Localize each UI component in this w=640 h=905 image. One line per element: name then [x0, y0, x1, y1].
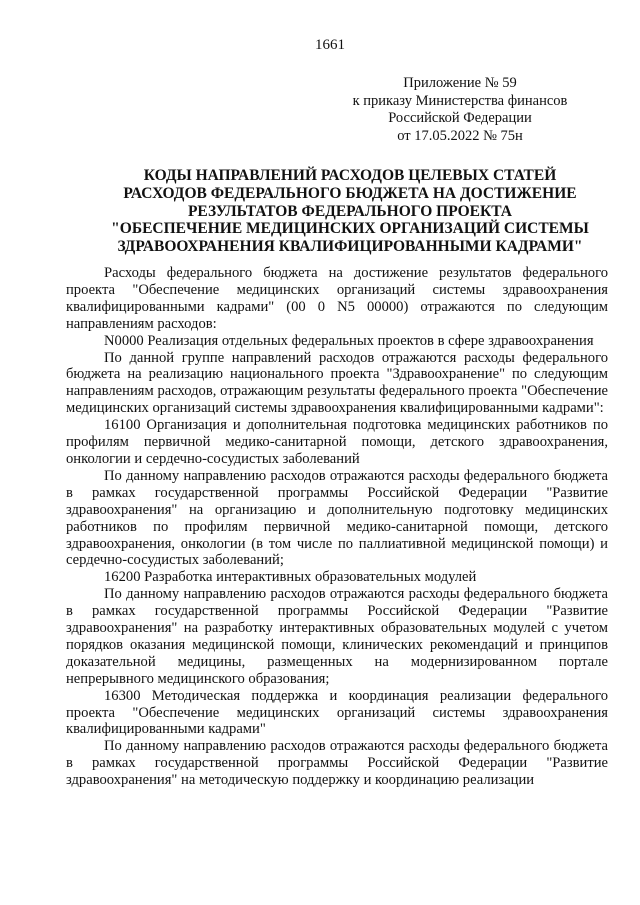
paragraph-code-heading: 16200 Разработка интерактивных образовательных модулей: [104, 569, 477, 586]
paragraph-code-heading: 16300 Методическая поддержка и координация реализации федерального проекта "Обеспечение медицинских организаций системы здравоохранения квалифицированными кадрами": [66, 687, 608, 738]
document-title: [50, 167, 640, 256]
paragraph: По данному направлению расходов отражаются расходы федерального бюджета в рамках государственной программы Российской Федерации "Развитие здравоохранения" на разработку интерактивных образовательных модулей с учетом порядков оказания медицинской помощи, клинических рекомендаций и принципов доказательной медицины, размещенных на модернизированном портале непрерывного медицинского образования;: [66, 586, 608, 687]
appendix-header: [330, 75, 590, 145]
paragraph-intro: Расходы федерального бюджета на достижение результатов федерального проекта "Обеспечение медицинских организаций системы здравоохранения квалифицированными кадрами" (00 0 N5 00000) отражаются по следующим направлениям расходов:: [66, 265, 608, 332]
title-line: РЕЗУЛЬТАТОВ ФЕДЕРАЛЬНОГО ПРОЕКТА: [187, 202, 513, 220]
appendix-line: Приложение № 59: [403, 75, 517, 91]
paragraph: По данному направлению расходов отражаются расходы федерального бюджета в рамках государственной программы Российской Федерации "Развитие здравоохранения" на методическую поддержку и координацию реализации: [66, 738, 608, 789]
appendix-line: к приказу Министерства финансов: [352, 92, 568, 109]
title-line: ЗДРАВООХРАНЕНИЯ КВАЛИФИЦИРОВАННЫМИ КАДРАМИ": [117, 238, 583, 256]
document-body: [66, 265, 608, 789]
title-line: КОДЫ НАПРАВЛЕНИЙ РАСХОДОВ ЦЕЛЕВЫХ СТАТЕЙ: [143, 167, 557, 184]
appendix-line: от 17.05.2022 № 75н: [397, 127, 523, 144]
paragraph: По данному направлению расходов отражаются расходы федерального бюджета в рамках государственной программы Российской Федерации "Развитие здравоохранения" на организацию и дополнительную подготовку медицинских работников по профилям первичной медико-санитарной помощи, детского здравоохранения, онкологии (в том числе по паллиативной медицинской помощи) и сердечно-сосудистых заболеваний;: [66, 467, 608, 569]
page-number: 1661: [315, 37, 345, 53]
paragraph-code-heading: 16100 Организация и дополнительная подготовка медицинских работников по профилям первичной медико-санитарной помощи, детского здравоохранения, онкологии и сердечно-сосудистых заболеваний: [66, 417, 608, 467]
paragraph-code-heading: N0000 Реализация отдельных федеральных проектов в сфере здравоохранения: [104, 332, 594, 349]
paragraph: По данной группе направлений расходов отражаются расходы федерального бюджета на реализацию национального проекта "Здравоохранение" по следующим направлениям расходов, отражающим результаты федерального проекта "Обеспечение медицинских организаций системы здравоохранения квалифицированными кадрами":: [66, 349, 608, 417]
appendix-line: Российской Федерации: [388, 110, 532, 126]
title-line: РАСХОДОВ ФЕДЕРАЛЬНОГО БЮДЖЕТА НА ДОСТИЖЕНИЕ: [123, 184, 577, 202]
title-line: "ОБЕСПЕЧЕНИЕ МЕДИЦИНСКИХ ОРГАНИЗАЦИЙ СИСТЕМЫ: [111, 220, 589, 238]
